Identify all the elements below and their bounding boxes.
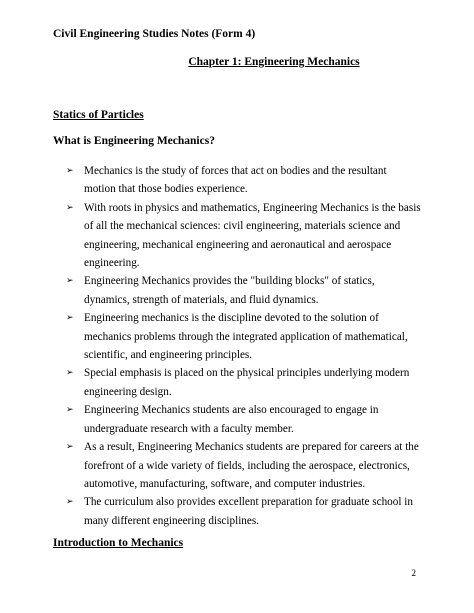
section-heading-introduction: Introduction to Mechanics — [53, 537, 184, 549]
list-item-text: Engineering Mechanics provides the "building blocks" of statics, dynamics, strength of materials, and fluid dynamics. — [84, 275, 375, 306]
arrowhead-bullet-icon: ➢ — [66, 442, 74, 453]
list-item — [66, 162, 421, 199]
arrowhead-bullet-icon: ➢ — [66, 313, 74, 324]
chapter-title-text: Chapter 1: Engineering Mechanics — [188, 56, 360, 68]
list-item — [66, 438, 421, 493]
list-item-text: Special emphasis is placed on the physical principles underlying modern engineering design. — [84, 367, 410, 398]
list-item-text: Engineering Mechanics students are also encouraged to engage in undergraduate research with a faculty member. — [84, 404, 379, 435]
arrowhead-bullet-icon: ➢ — [66, 405, 74, 416]
arrowhead-bullet-icon: ➢ — [66, 202, 74, 213]
list-item — [66, 401, 421, 438]
list-item — [66, 493, 421, 530]
list-item — [66, 199, 421, 273]
list-item-text: The curriculum also provides excellent preparation for graduate school in many different engineering disciplines. — [84, 496, 413, 527]
arrowhead-bullet-icon: ➢ — [66, 368, 74, 379]
list-item — [66, 309, 421, 364]
page-number: 2 — [411, 568, 416, 578]
chapter-title — [0, 56, 474, 68]
list-item — [66, 364, 421, 401]
arrowhead-bullet-icon: ➢ — [66, 497, 74, 508]
document-header: Civil Engineering Studies Notes (Form 4) — [53, 28, 256, 40]
bullet-list — [66, 162, 421, 530]
list-item-text: As a result, Engineering Mechanics students are prepared for careers at the forefront of a wide variety of fields, including the aerospace, electronics, automotive, manufacturing, software, and computer industries. — [84, 441, 419, 490]
list-item-text: With roots in physics and mathematics, Engineering Mechanics is the basis of all the mechanical sciences: civil engineering, materials science and engineering, mechanical engineering and aeronautical and aerospace engineering. — [84, 201, 421, 270]
arrowhead-bullet-icon: ➢ — [66, 166, 74, 176]
section-heading-statics: Statics of Particles — [53, 109, 144, 121]
list-item-text: Engineering mechanics is the discipline devoted to the solution of mechanics problems through the integrated application of mathematical, scientific, and engineering principles. — [84, 312, 408, 362]
question-heading: What is Engineering Mechanics? — [53, 135, 215, 147]
arrowhead-bullet-icon: ➢ — [66, 276, 74, 287]
list-item — [66, 272, 421, 309]
list-item-text: Mechanics is the study of forces that act on bodies and the resultant motion that those bodies experience. — [84, 165, 387, 196]
